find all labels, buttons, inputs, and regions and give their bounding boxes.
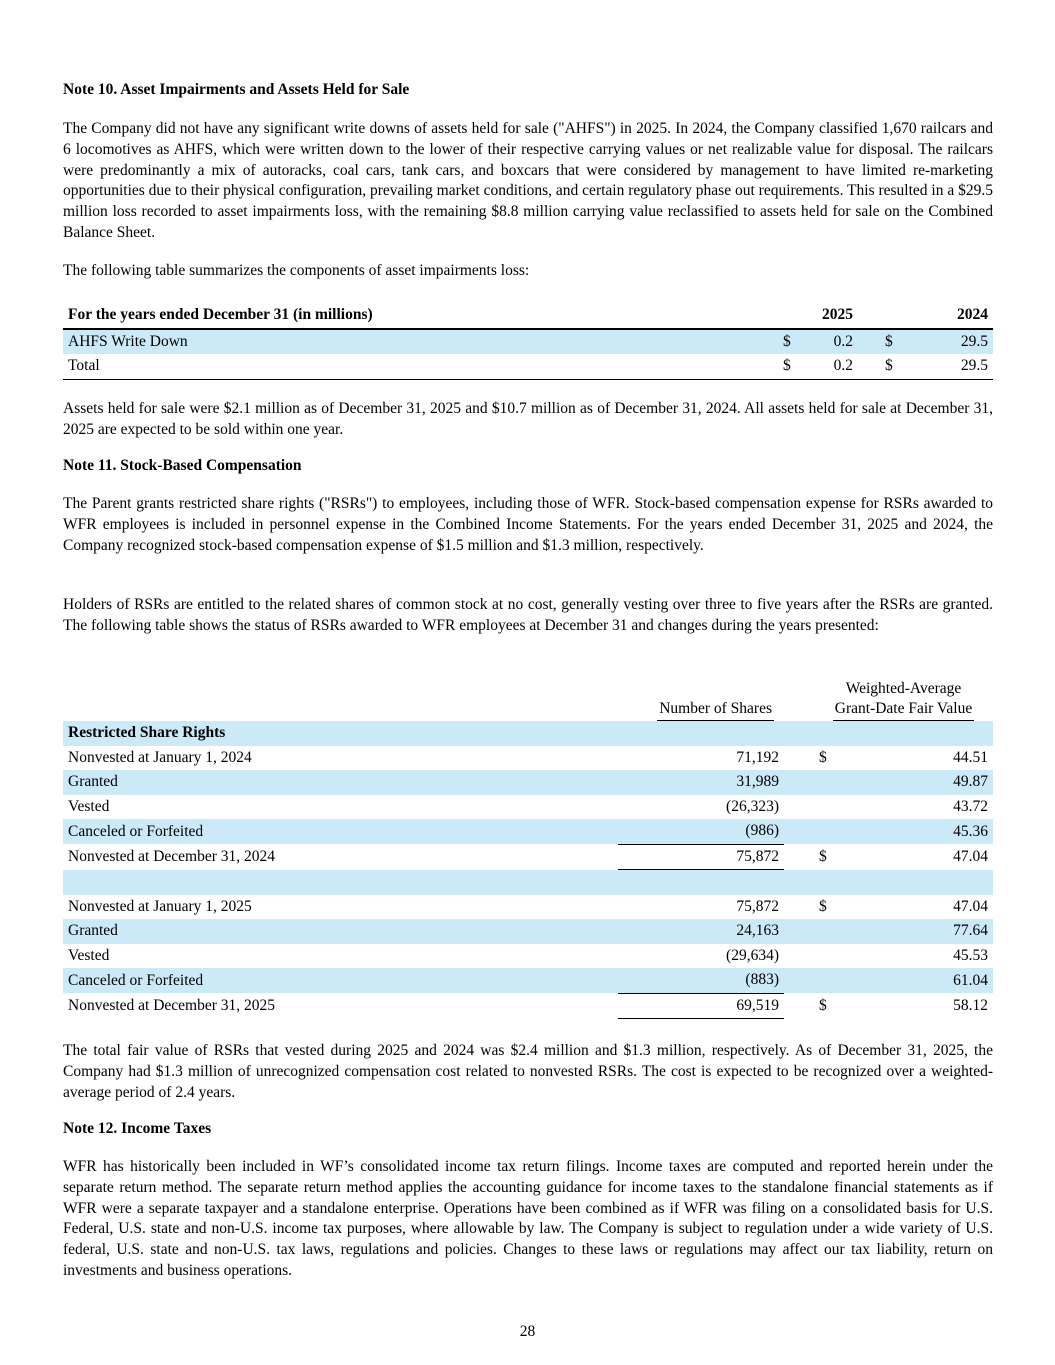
currency-symbol	[814, 919, 844, 944]
rsr-table	[63, 679, 993, 1019]
table-row	[63, 329, 993, 355]
fair-value: 43.72	[953, 797, 989, 815]
row-label: Canceled or Forfeited	[63, 968, 618, 993]
currency-symbol: $	[778, 329, 796, 355]
table-row	[63, 993, 993, 1019]
value-2025: 0.2	[796, 354, 858, 379]
fair-value: 47.04	[953, 847, 989, 865]
section-label: Restricted Share Rights	[63, 721, 618, 746]
column-header-shares: Number of Shares	[657, 699, 774, 721]
shares-value: (29,634)	[726, 946, 779, 964]
note11-paragraph-2: Holders of RSRs are entitled to the related shares of common stock at no cost, generally vesting over three to five years after the RSRs are granted. The following table shows the status of RSRs awarded to WFR employees at December 31 and changes during the years presented:	[63, 596, 993, 634]
row-label: Vested	[68, 946, 110, 964]
column-header-value-line1: Weighted-Average	[845, 680, 962, 697]
fair-value: 47.04	[953, 897, 989, 915]
note11-heading: Note 11. Stock-Based Compensation	[63, 457, 302, 474]
table-row	[63, 968, 993, 993]
currency-symbol: $	[819, 847, 827, 865]
row-label: Granted	[63, 919, 618, 944]
note12-heading: Note 12. Income Taxes	[63, 1120, 212, 1137]
currency-symbol: $	[880, 329, 898, 355]
currency-symbol	[814, 770, 844, 795]
row-label: Nonvested at December 31, 2025	[68, 996, 276, 1014]
shares-value: 75,872	[736, 847, 779, 865]
shares-value: (986)	[745, 822, 779, 840]
row-label: Vested	[68, 797, 110, 815]
table-row	[63, 944, 993, 969]
row-label: Nonvested at December 31, 2024	[68, 847, 276, 865]
shares-value: 71,192	[736, 748, 779, 766]
row-label: Total	[63, 354, 778, 379]
shares-value: 69,519	[736, 996, 779, 1014]
spacer-row	[63, 870, 993, 895]
currency-symbol: $	[819, 897, 827, 915]
note10-heading: Note 10. Asset Impairments and Assets Held for Sale	[63, 81, 410, 98]
table-row	[63, 354, 993, 379]
row-label: Granted	[63, 770, 618, 795]
currency-symbol	[814, 968, 844, 993]
fair-value: 49.87	[844, 770, 993, 795]
rsr-table-header-row	[63, 679, 993, 721]
currency-symbol	[814, 819, 844, 844]
shares-value: 31,989	[736, 773, 779, 791]
shares-value: 75,872	[736, 897, 779, 915]
shares-value: (883)	[745, 971, 779, 989]
currency-symbol: $	[778, 354, 796, 379]
fair-value: 77.64	[844, 919, 993, 944]
currency-symbol	[814, 944, 844, 969]
value-2024: 29.5	[898, 329, 993, 355]
currency-symbol	[814, 795, 844, 820]
table-header-row	[63, 303, 993, 329]
note12-paragraph-1: WFR has historically been included in WF’s consolidated income tax return filings. Income taxes are computed and reported herein under the separate return method. The separate return method applies the accounting guidance for income taxes to the standalone financial statements as if WFR were a separate taxpayer and a standalone enterprise. Operations have been combined as if WFR was filing on a consolidated basis for U.S. Federal, U.S. state and non-U.S. income tax purposes, where allowable by law. The Company is subject to regulation under a wide variety of U.S. federal, U.S. state and non-U.S. tax laws, regulations and policies. Changes to these laws or regulations may affect our tax liability, return on investments and business operations.	[63, 1158, 993, 1279]
table-row	[63, 819, 993, 844]
column-header-2025: 2025	[796, 303, 858, 329]
table-row	[63, 795, 993, 820]
currency-symbol: $	[819, 748, 827, 766]
note11-paragraph-1: The Parent grants restricted share rights ("RSRs") to employees, including those of WFR. Stock-based compensation expense for RSRs awarded to WFR employees is included in personnel expense in the Combined Income Statements. For the years ended December 31, 2025 and 2024, the Company recognized stock-based compensation expense of $1.5 million and $1.3 million, respectively.	[63, 495, 993, 554]
fair-value: 61.04	[844, 968, 993, 993]
table-row	[63, 844, 993, 870]
value-2025: 0.2	[796, 329, 858, 355]
note10-paragraph-1: The Company did not have any significant write downs of assets held for sale ("AHFS") in 2025. In 2024, the Company classified 1,670 railcars and 6 locomotives as AHFS, which were written down to the lower of their respective carrying values or net realizable value for disposal. The railcars were predominantly a mix of autoracks, coal cars, tank cars, and boxcars that were considered by management to have limited re-marketing opportunities due to their physical configuration, prevailing market conditions, and certain regulatory phase out requirements. This resulted in a $29.5 million loss recorded to asset impairments loss, with the remaining $8.8 million carrying value reclassified to assets held for sale on the Combined Balance Sheet.	[63, 120, 993, 241]
fair-value: 58.12	[953, 996, 989, 1014]
row-label: Nonvested at January 1, 2025	[68, 897, 252, 915]
rsr-section-row	[63, 721, 993, 746]
note10-paragraph-3: Assets held for sale were $2.1 million as of December 31, 2025 and $10.7 million as of December 31, 2024. All assets held for sale at December 31, 2025 are expected to be sold within one year.	[63, 400, 993, 438]
column-header-2024: 2024	[898, 303, 993, 329]
table-row	[63, 770, 993, 795]
fair-value: 44.51	[953, 748, 989, 766]
row-label: Canceled or Forfeited	[63, 819, 618, 844]
table-row	[63, 746, 993, 771]
row-label: Nonvested at January 1, 2024	[68, 748, 252, 766]
table-row	[63, 895, 993, 920]
fair-value: 45.36	[844, 819, 993, 844]
column-header-value-line2: Grant-Date Fair Value	[833, 699, 974, 721]
asset-impairments-table	[63, 303, 993, 380]
currency-symbol: $	[880, 354, 898, 379]
currency-symbol: $	[819, 996, 827, 1014]
table-header-label: For the years ended December 31 (in millions)	[63, 303, 778, 329]
fair-value: 45.53	[953, 946, 989, 964]
shares-value: (26,323)	[726, 797, 779, 815]
row-label: AHFS Write Down	[63, 329, 778, 355]
shares-value: 24,163	[736, 922, 779, 940]
value-2024: 29.5	[898, 354, 993, 379]
page-number: 28	[519, 1323, 536, 1340]
table-row	[63, 919, 993, 944]
note11-paragraph-3: The total fair value of RSRs that vested during 2025 and 2024 was $2.4 million and $1.3 million, respectively. As of December 31, 2025, the Company had $1.3 million of unrecognized compensation cost related to nonvested RSRs. The cost is expected to be recognized over a weighted-average period of 2.4 years.	[63, 1042, 993, 1101]
note10-paragraph-2: The following table summarizes the components of asset impairments loss:	[63, 262, 530, 279]
